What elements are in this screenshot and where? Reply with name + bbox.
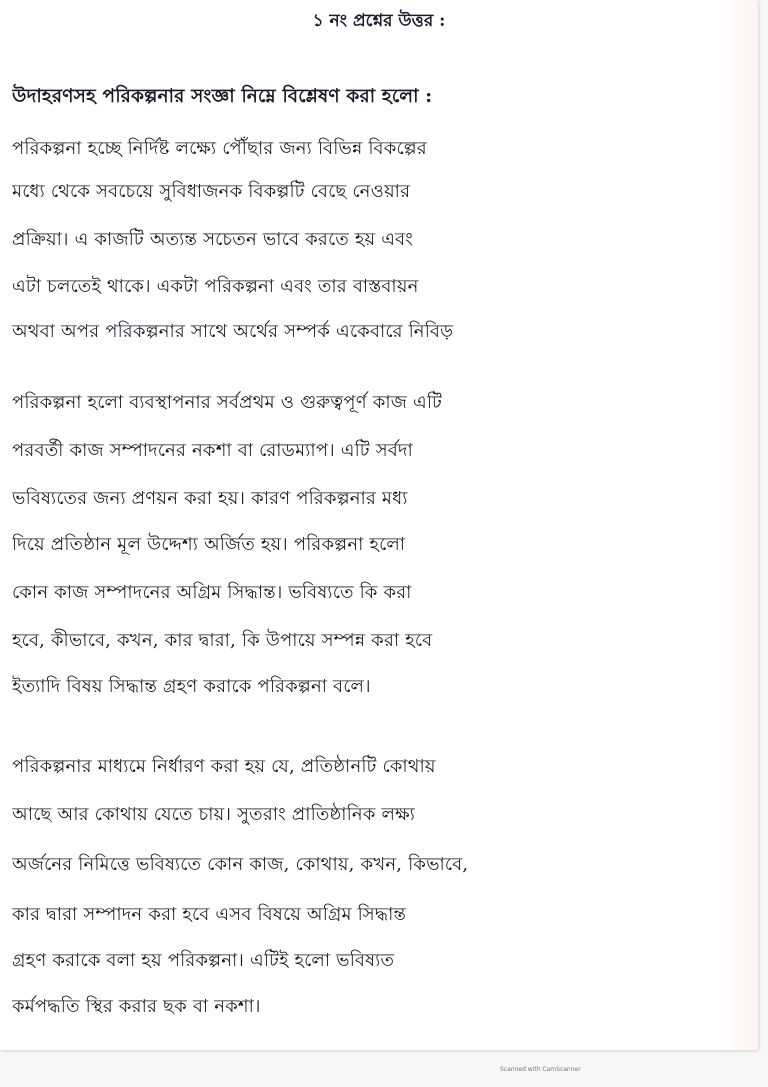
paragraph-3-line-1: পরিকল্পনার মাধ্যমে নির্ধারণ করা হয় যে, প্রতিষ্ঠানটি কোথায় bbox=[12, 756, 436, 777]
paragraph-2-line-7: ইত্যাদি বিষয় সিদ্ধান্ত গ্রহণ করাকে পরিকল্পনা বলে। bbox=[12, 676, 371, 697]
paragraph-1-line-2: মধ্যে থেকে সবচেয়ে সুবিধাজনক বিকল্পটি বেছে নেওয়ার bbox=[12, 181, 411, 202]
paragraph-3-line-6: কর্মপদ্ধতি স্থির করার ছক বা নকশা। bbox=[12, 996, 261, 1017]
paragraph-2-line-2: পরবর্তী কাজ সম্পাদনের নকশা বা রোডম্যাপ। এটি সর্বদা bbox=[12, 440, 413, 461]
paragraph-2-line-6: হবে, কীভাবে, কখন, কার দ্বারা, কি উপায়ে সম্পন্ন করা হবে bbox=[12, 630, 433, 651]
paragraph-1-line-4: এটা চলতেই থাকে। একটা পরিকল্পনা এবং তার বাস্তবায়ন bbox=[12, 276, 419, 297]
scanner-watermark: Scanned with CamScanner bbox=[500, 1066, 581, 1073]
paragraph-1-line-5: অথবা অপর পরিকল্পনার সাথে অর্থের সম্পর্ক একেবারে নিবিড় bbox=[12, 321, 454, 342]
paragraph-2-line-3: ভবিষ্যতের জন্য প্রণয়ন করা হয়। কারণ পরিকল্পনার মধ্য bbox=[12, 488, 408, 509]
paragraph-3-line-3: অর্জনের নিমিত্তে ভবিষ্যতে কোন কাজ, কোথায়, কখন, কিভাবে, bbox=[12, 854, 469, 875]
paragraph-1-line-1: পরিকল্পনা হচ্ছে নির্দিষ্ট লক্ষ্যে পৌঁছার জন্য বিভিন্ন বিকল্পের bbox=[12, 138, 427, 159]
paragraph-3-line-5: গ্রহণ করাকে বলা হয় পরিকল্পনা। এটিই হলো ভবিষ্যত bbox=[12, 950, 395, 971]
paragraph-2-line-5: কোন কাজ সম্পাদনের অগ্রিম সিদ্ধান্ত। ভবিষ্যতে কি করা bbox=[12, 582, 412, 603]
paragraph-2-line-4: দিয়ে প্রতিষ্ঠান মূল উদ্দেশ্য অর্জিত হয়। পরিকল্পনা হলো bbox=[12, 534, 406, 555]
paragraph-2-line-1: পরিকল্পনা হলো ব্যবস্থাপনার সর্বপ্রথম ও গুরুত্বপূর্ণ কাজ এটি bbox=[12, 392, 443, 413]
intro-line: উদাহরণসহ পরিকল্পনার সংজ্ঞা নিম্নে বিশ্লেষণ করা হলো : bbox=[12, 86, 433, 107]
paragraph-3-line-4: কার দ্বারা সম্পাদন করা হবে এসব বিষয়ে অগ্রিম সিদ্ধান্ত bbox=[12, 904, 407, 925]
paragraph-3-line-2: আছে আর কোথায় যেতে চায়। সুতরাং প্রাতিষ্ঠানিক লক্ষ্য bbox=[12, 804, 416, 825]
answer-heading: ১ নং প্রশ্নের উত্তর : bbox=[312, 11, 446, 31]
paragraph-1-line-3: প্রক্রিয়া। এ কাজটি অত্যন্ত সচেতন ভাবে করতে হয় এবং bbox=[12, 229, 414, 250]
